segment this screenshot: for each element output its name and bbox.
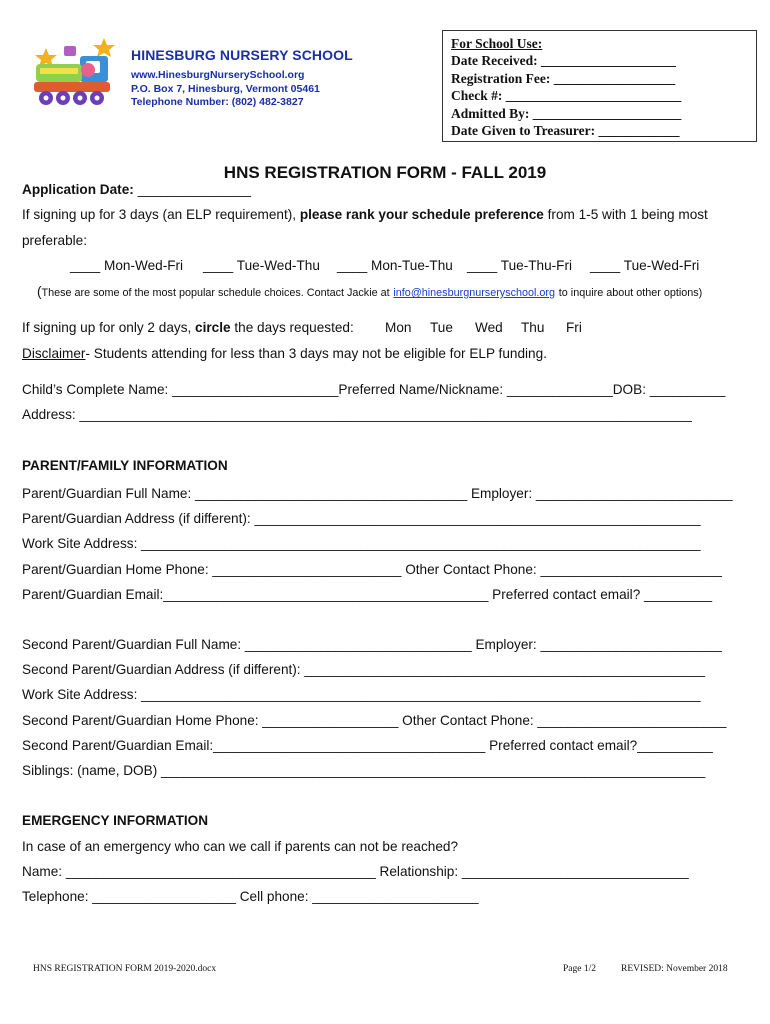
school-address: P.O. Box 7, Hinesburg, Vermont 05461 [131, 82, 320, 95]
two-days-suffix: the days requested: [234, 320, 354, 335]
schedule-option-tue-wed-fri[interactable]: ____ Tue-Wed-Fri [590, 258, 700, 273]
parent-address-row[interactable]: Parent/Guardian Address (if different): ___________________________________________________________ [22, 511, 701, 526]
parent-section-heading: PARENT/FAMILY INFORMATION [22, 458, 228, 473]
emergency-section-heading: EMERGENCY INFORMATION [22, 813, 209, 828]
emergency-phone-row[interactable]: Telephone: ___________________ Cell phone: ______________________ [22, 889, 479, 904]
school-name: HINESBURG NURSERY SCHOOL [131, 47, 353, 63]
child-address-row[interactable]: Address: _________________________________________________________________________________ [22, 407, 692, 422]
schedule-option-tue-thu-fri[interactable]: ____ Tue-Thu-Fri [467, 258, 573, 273]
ranking-prefix: If signing up for 3 days (an ELP requirement), [22, 207, 297, 222]
office-date-received[interactable]: Date Received: ____________________ [451, 53, 676, 69]
school-logo-train-icon [26, 34, 126, 116]
schedule-option-tue-wed-thu[interactable]: ____ Tue-Wed-Thu [203, 258, 320, 273]
two-days-prefix: If signing up for only 2 days, [22, 320, 192, 335]
ranking-bold: please rank your schedule preference [299, 207, 544, 222]
day-option-mon[interactable]: Mon [385, 320, 412, 335]
second-parent-worksite-row[interactable]: Work Site Address: __________________________________________________________________________ [22, 687, 701, 702]
schedule-option-mon-wed-fri[interactable]: ____ Mon-Wed-Fri [70, 258, 184, 273]
office-registration-fee[interactable]: Registration Fee: __________________ [451, 70, 676, 86]
office-check-number[interactable]: Check #: __________________________ [451, 88, 682, 104]
office-use-box [442, 30, 757, 142]
disclaimer [22, 346, 547, 362]
schedule-note [37, 284, 702, 301]
two-days-bold: circle [195, 320, 231, 335]
disclaimer-text: - Students attending for less than 3 days may not be eligible for ELP funding. [85, 346, 547, 361]
day-option-thu[interactable]: Thu [521, 320, 545, 335]
ranking-instructions [22, 207, 708, 223]
parent-email-row[interactable]: Parent/Guardian Email:___________________________________________ Preferred contact email? _________ [22, 587, 713, 602]
two-days-instructions [22, 320, 354, 336]
ranking-suffix: from 1-5 with 1 being most [547, 207, 708, 222]
note-open-paren: ( [37, 284, 42, 299]
contact-email-link[interactable]: info@hinesburgnurseryschool.org [393, 287, 556, 299]
footer-revised: REVISED: November 2018 [621, 964, 728, 974]
footer-page-number: Page 1/2 [563, 964, 596, 974]
footer-doc-name: HNS REGISTRATION FORM 2019-2020.docx [33, 964, 217, 974]
note-suffix: to inquire about other options) [558, 287, 703, 299]
second-parent-phone-row[interactable]: Second Parent/Guardian Home Phone: __________________ Other Contact Phone: _________________________ [22, 713, 727, 728]
form-title: HNS REGISTRATION FORM - FALL 2019 [223, 163, 547, 182]
ranking-line2: preferable: [22, 233, 87, 248]
office-use-title: For School Use: [451, 36, 543, 51]
application-date-field[interactable]: _______________ [137, 182, 251, 197]
second-parent-address-row[interactable]: Second Parent/Guardian Address (if different): _____________________________________________________ [22, 662, 706, 677]
application-date-row [22, 182, 251, 198]
second-parent-email-row[interactable]: Second Parent/Guardian Email:____________________________________ Preferred contact email?__________ [22, 738, 713, 753]
parent-phone-row[interactable]: Parent/Guardian Home Phone: _________________________ Other Contact Phone: ________________________ [22, 562, 722, 577]
siblings-row[interactable]: Siblings: (name, DOB) ________________________________________________________________________ [22, 763, 706, 778]
emergency-question: In case of an emergency who can we call if parents can not be reached? [22, 839, 459, 854]
parent-name-row[interactable]: Parent/Guardian Full Name: ____________________________________ Employer: __________________________ [22, 486, 733, 501]
school-phone: Telephone Number: (802) 482-3827 [131, 96, 304, 108]
day-option-tue[interactable]: Tue [430, 320, 453, 335]
note-text: These are some of the most popular schedule choices. Contact Jackie at [41, 287, 390, 299]
child-name-row[interactable]: Child’s Complete Name: ______________________Preferred Name/Nickname: ______________DOB: __________ [22, 382, 726, 397]
school-website: www.HinesburgNurserySchool.org [131, 69, 305, 81]
disclaimer-label: Disclaimer [22, 346, 86, 361]
emergency-name-row[interactable]: Name: _________________________________________ Relationship: ______________________________ [22, 864, 689, 879]
day-option-fri[interactable]: Fri [566, 320, 582, 335]
second-parent-name-row[interactable]: Second Parent/Guardian Full Name: ______________________________ Employer: ________________________ [22, 637, 722, 652]
schedule-option-mon-tue-thu[interactable]: ____ Mon-Tue-Thu [337, 258, 453, 273]
parent-worksite-row[interactable]: Work Site Address: __________________________________________________________________________ [22, 536, 701, 551]
office-admitted-by[interactable]: Admitted By: ______________________ [451, 105, 682, 121]
office-date-to-treasurer[interactable]: Date Given to Treasurer: ____________ [451, 123, 680, 139]
school-info [131, 47, 353, 110]
application-date-label: Application Date: [22, 182, 134, 197]
day-option-wed[interactable]: Wed [475, 320, 503, 335]
